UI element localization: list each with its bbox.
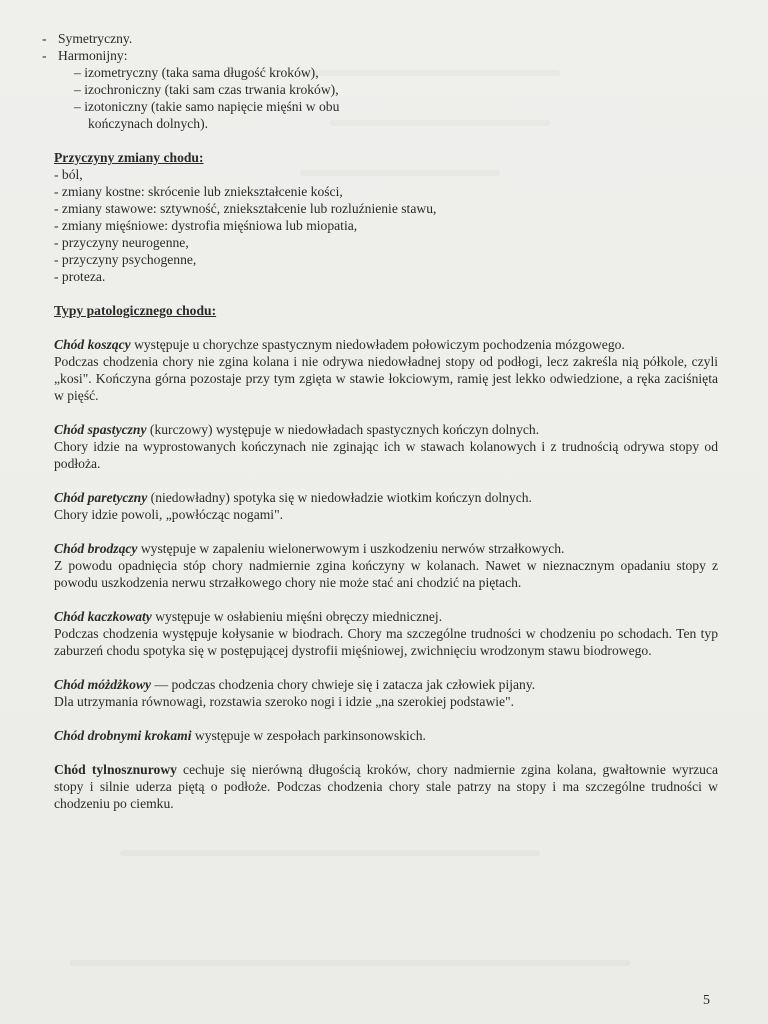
gait-entry: Chód brodzący występuje w zapaleniu wielonerwowym i uszkodzeniu nerwów strzałkowych. Z powodu opadnięcia stóp chory nadmiernie zgina kończyny w kolanach. Nawet w nieznacznym opadaniu stopy z powodu uszkodzenia nerwu strzałkowego chory nie może stać ani chodzić na piętach.: [54, 541, 718, 590]
document-body: [42, 30, 718, 812]
sub-item: – izochroniczny (taki sam czas trwania kroków),: [74, 82, 339, 97]
gait-name: Chód spastyczny: [54, 422, 147, 437]
page-number: 5: [703, 993, 710, 1008]
gait-entry: Chód paretyczny (niedowładny) spotyka się w niedowładzie wiotkim kończyn dolnych. Chory idzie powoli, „powłócząc nogami".: [54, 489, 718, 523]
gait-entry: Chód móżdżkowy — podczas chodzenia chory chwieje się i zatacza jak człowiek pijany. Dla utrzymania równowagi, rozstawia szeroko nogi i idzie „na szerokiej podstawie".: [54, 676, 718, 710]
gait-entry: Chód koszący występuje u chorychze spastycznym niedowładem połowiczym pochodzenia mózgowego. Podczas chodzenia chory nie zgina kolana i nie odrywa niedowładnej stopy od podłogi, lecz zakreśla nią półkole, czyli „kosi". Kończyna górna pozostaje przy tym zgięta w stawie łokciowym, ramię jest lekko odwiedzione, a ręka zaciśnięta w pięść.: [54, 337, 718, 403]
list-item: - proteza.: [54, 269, 106, 284]
gait-name: Chód kaczkowaty: [54, 609, 152, 624]
gait-name: tylnosznurowy: [91, 762, 177, 777]
causes-list: [54, 166, 718, 285]
gait-name-prefix: Chód: [54, 762, 92, 777]
gait-entry: Chód kaczkowaty występuje w osłabieniu mięśni obręczy miednicznej. Podczas chodzenia występuje kołysanie w biodrach. Chory ma szczególne trudności w chodzeniu po schodach. Ten typ zaburzeń chodu spotyka się w postępującej dystrofii mięśniowej, zwichnięciu wrodzonym stawu biodrowego.: [54, 609, 718, 658]
list-item: - zmiany mięśniowe: dystrofia mięśniowa lub miopatia,: [54, 218, 358, 233]
gait-name: Chód drobnymi krokami: [54, 728, 192, 743]
gait-description: Chory idzie powoli, „powłócząc nogami".: [54, 507, 284, 522]
gait-name: Chód móżdżkowy: [54, 677, 152, 692]
list-item: - przyczyny psychogenne,: [54, 252, 197, 267]
gait-name: Chód brodzący: [54, 541, 138, 556]
list-item: - ból,: [54, 167, 83, 182]
causes-heading: Przyczyny zmiany chodu:: [54, 150, 204, 165]
gait-entry: Chód drobnymi krokami występuje w zespołach parkinsonowskich.: [54, 728, 426, 743]
intro-list: [42, 30, 718, 132]
gait-entry: [54, 761, 718, 812]
types-heading: Typy patologicznego chodu:: [54, 303, 217, 318]
gait-description: Dla utrzymania równowagi, rozstawia szeroko nogi i idzie „na szerokiej podstawie".: [54, 694, 515, 709]
gait-name: Chód paretyczny: [54, 490, 148, 505]
gait-description: Podczas chodzenia chory nie zgina kolana i nie odrywa niedowładnej stopy od podłogi, lecz zakreśla nią półkole, czyli „kosi". Kończyna górna pozostaje przy tym zgięta w stawie łokciowym, ramię jest lekko odwiedzione, a ręka zaciśnięta w pięść.: [54, 354, 718, 403]
gait-description: Chory idzie na wyprostowanych kończynach nie zginając ich w stawach kolanowych i z trudnością odrywa stopy od podłoża.: [54, 439, 718, 471]
sub-item: – izometryczny (taka sama długość kroków),: [74, 65, 319, 80]
list-item: - Harmonijny:: [42, 48, 128, 63]
list-item: - zmiany stawowe: sztywność, zniekształcenie lub rozluźnienie stawu,: [54, 201, 437, 216]
gait-description: Podczas chodzenia występuje kołysanie w biodrach. Chory ma szczególne trudności w chodzeniu po schodach. Ten typ zaburzeń chodu spotyka się w postępującej dystrofii mięśniowej, zwichnięciu wrodzonym stawu biodrowego.: [54, 626, 718, 658]
list-item: - Symetryczny.: [42, 31, 133, 46]
list-item: - zmiany kostne: skrócenie lub zniekształcenie kości,: [54, 184, 343, 199]
gait-entry: Chód spastyczny (kurczowy) występuje w niedowładach spastycznych kończyn dolnych. Chory idzie na wyprostowanych kończynach nie zginając ich w stawach kolanowych i z trudnością odrywa stopy od podłoża.: [54, 422, 718, 471]
sub-item: – izotoniczny (takie samo napięcie mięśni w obu: [74, 99, 340, 114]
bleed-through-mark: [70, 960, 630, 966]
gait-name: Chód koszący: [54, 337, 131, 352]
gait-description: cechuje się nierówną długością kroków, chory nadmiernie zgina kolana, gwałtownie wyrzuca stopy i silnie uderza piętą o podłoże. Podczas chodzenia chory stale patrzy na stopy i ma szczególne trudności w chodzeniu po ciemku.: [54, 762, 718, 811]
gait-description: Z powodu opadnięcia stóp chory nadmiernie zgina kończyny w kolanach. Nawet w nieznacznym opadaniu stopy z powodu uszkodzenia nerwu strzałkowego chory nie może stać ani chodzić na piętach.: [54, 558, 718, 590]
list-item: - przyczyny neurogenne,: [54, 235, 189, 250]
bleed-through-mark: [120, 850, 540, 856]
sub-item-continuation: kończynach dolnych).: [88, 116, 209, 131]
